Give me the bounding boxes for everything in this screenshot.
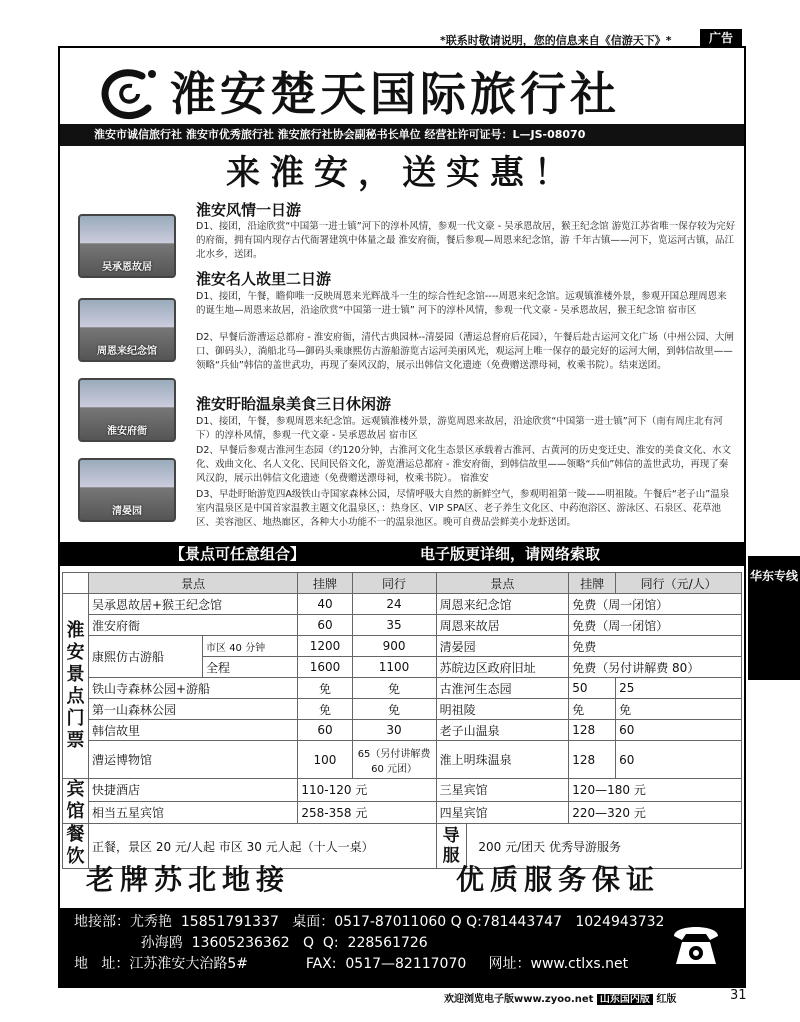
contact-block — [60, 908, 744, 986]
table-header-row — [63, 573, 742, 594]
combination-bar — [60, 542, 744, 566]
tour-3-day-1: D1、接团，午餐，参观周恩来纪念馆。远观镇淮楼外景，游览周恩来故居，沿途欣赏“中国第一进士镇”河下（南有周庄北有河下）的淳朴风情，参观一代文豪 - 吴承恩故居 宿市区 — [196, 416, 723, 441]
table-cell: 50 — [569, 678, 616, 699]
tour-1-day-1: D1、接团，沿途欣赏“中国第一进士镇”河下的淳朴风情，参观一代文豪 - 吴承恩故居，猴王纪念馆 游览江苏省唯一保存较为完好的府衙，拥有国内现存古代衙署建筑中体量之最 淮安府衙，餐后参观—周恩来纪念馆，游 千年古镇——河下，览运河古镇，品江北水乡，送团。 — [196, 221, 736, 260]
tour-3-title: 淮安盱眙温泉美食三日休闲游 — [196, 395, 392, 413]
tour-3-day-2: D2、早餐后参观古淮河生态园（约120分钟，古淮河文化生态景区承载着古淮河、古黄河的历史变迁史、淮安的美食文化、水文化、戏曲文化、名人文化、民间民俗文化，游览漕运总都府 - 淮安府衙，到韩信故里——领略“兵仙”韩信的盖世武功，再现了秦风汉韵，展示出韩信文化遗迹（免费赠送漂母祠，枚乘书院）。 宿淮安 — [196, 445, 731, 484]
table-cell: 免 — [298, 678, 352, 699]
table-cell: 免费 — [569, 636, 742, 657]
table-cell: 免 — [352, 699, 436, 720]
table-cell: 三星宾馆 — [436, 779, 569, 802]
table-cell: 相当五星宾馆 — [89, 801, 298, 824]
col-header: 景点 — [89, 573, 298, 594]
price-table — [62, 572, 742, 869]
col-header: 挂牌 — [298, 573, 352, 594]
table-cell: 120—180 元 — [569, 779, 742, 802]
table-cell: 258-358 元 — [298, 801, 436, 824]
top-note: *联系时敬请说明，您的信息来自《信游天下》* — [440, 34, 672, 47]
table-row — [63, 741, 742, 779]
table-row — [63, 636, 742, 657]
table-cell: 老子山温泉 — [436, 720, 569, 741]
agency-name: 淮安楚天国际旅行社 — [170, 67, 620, 121]
footer-tail: 红版 — [652, 994, 677, 1005]
table-cell: 免 — [352, 678, 436, 699]
table-cell: 60 — [298, 720, 352, 741]
table-cell: 25 — [616, 678, 742, 699]
table-cell: 韩信故里 — [89, 720, 298, 741]
table-cell: 免费（另付讲解费 80） — [569, 657, 742, 678]
col-header: 同行 — [352, 573, 436, 594]
hotel-section-label: 宾馆 — [63, 779, 89, 824]
table-cell: 40 — [298, 594, 352, 615]
table-row — [63, 801, 742, 824]
table-cell: 60 — [616, 720, 742, 741]
table-cell: 古淮河生态园 — [436, 678, 569, 699]
credentials-bar: 淮安市诚信旅行社 淮安市优秀旅行社 淮安旅行社协会副秘书长单位 经营社许可证号：L—JS-08070 — [60, 124, 744, 146]
footer-note — [444, 990, 676, 1005]
bottom-slogan-band — [60, 852, 744, 908]
table-cell: 市区 40 分钟 — [203, 636, 298, 657]
table-row — [63, 779, 742, 802]
table-cell: 吴承恩故居+猴王纪念馆 — [89, 594, 298, 615]
slogan: 来淮安，送实惠！ — [226, 153, 578, 193]
table-cell: 周恩来故居 — [436, 615, 569, 636]
table-cell: 免 — [616, 699, 742, 720]
table-cell: 900 — [352, 636, 436, 657]
table-cell: 60 — [616, 741, 742, 779]
col-header: 景点 — [436, 573, 569, 594]
bottom-slogan-left: 老牌苏北地接 — [86, 863, 291, 896]
tour-2-day-1: D1、接团，午餐，瞻仰唯一反映周恩来光辉战斗一生的综合性纪念馆----周恩来纪念馆。远观镇淮楼外景，参观开国总理周恩来的诞生地—周恩来故居，沿途欣赏“中国第一进士镇” 河下的淳朴风情，参观一代文豪 - 吴承恩故居，猴王纪念馆 宿市区 — [196, 291, 727, 316]
contact-line: 孙海鸥 13605236362 Q Q: 228561726 — [74, 935, 428, 951]
photo-caption: 周恩来纪念馆 — [97, 346, 157, 357]
tour-2-title: 淮安名人故里二日游 — [196, 270, 332, 288]
table-cell: 康熙仿古游船 — [89, 636, 203, 678]
footer-text: 欢迎浏览电子版www.zyoo.net — [444, 994, 597, 1005]
photo-zhou-enlai-memorial — [78, 298, 176, 362]
table-cell: 110-120 元 — [298, 779, 436, 802]
table-cell: 免费（周一闭馆） — [569, 594, 742, 615]
table-cell: 快捷酒店 — [89, 779, 298, 802]
table-cell: 淮上明珠温泉 — [436, 741, 569, 779]
guide-text: 200 元/团天 优秀导游服务 — [478, 839, 621, 854]
table-cell: 1100 — [352, 657, 436, 678]
table-cell: 明祖陵 — [436, 699, 569, 720]
photo-qingyan-garden — [78, 458, 176, 522]
guide-section-label: 导服 — [437, 824, 467, 868]
table-cell: 正餐，景区 20 元/人起 市区 30 元人起（十人一桌） — [89, 824, 437, 869]
table-cell: 1600 — [298, 657, 352, 678]
table-cell: 1200 — [298, 636, 352, 657]
col-header: 同行（元/人） — [616, 573, 742, 594]
col-header: 挂牌 — [569, 573, 616, 594]
photo-caption: 清晏园 — [112, 506, 142, 517]
table-cell: 128 — [569, 720, 616, 741]
table-row — [63, 699, 742, 720]
table-row — [63, 720, 742, 741]
blank-cell — [63, 573, 89, 594]
photo-wu-chengen-residence — [78, 214, 176, 278]
telephone-icon — [668, 914, 724, 970]
table-row — [63, 678, 742, 699]
tour-3-day-3: D3、早赴盱眙游览四A级铁山寺国家森林公园，尽情呼吸大自然的新鲜空气，参观明祖第一陵——明祖陵。午餐后“老子山”温泉 室内温泉区是中国首家温教主题文化温泉区，：热身区、VIP SPA区、老子养生文化区、中药泡浴区、游泳区、石泉区、花草池区、美容池区、地热廊区，各种大小功能不一的温泉池区。晚可自费品尝鲜美小龙虾送团。 — [196, 489, 730, 528]
combination-note: 【景点可任意组合】 — [170, 545, 306, 563]
photo-huaian-yamen — [78, 378, 176, 442]
table-cell: 清晏园 — [436, 636, 569, 657]
table-cell: 铁山寺森林公园+游船 — [89, 678, 298, 699]
contact-line: 地 址：江苏淮安大治路5# FAX: 0517—82117070 网址：www.ctlxs.net — [74, 956, 629, 972]
table-cell: 100 — [298, 741, 352, 779]
agency-logo-icon — [92, 62, 166, 128]
tour-2-day-2: D2、早餐后游漕运总都府 - 淮安府衙，清代古典园林--清晏园（漕运总督府后花园），午餐后赴古运河文化广场（中州公园、大闸口、御码头），淌船北马—御码头乘康熙仿古游船游览古运河美丽风光，观运河上唯一保存的最完好的运河大闸，到韩信故里——领略“兵仙”韩信的盖世武功，再现了秦风汉韵，展示出韩信文化遗迹（免费赠送漂母祠，枚乘书院）。结束送团。 — [196, 332, 734, 371]
table-cell: 淮安府衙 — [89, 615, 298, 636]
table-cell: 第一山森林公园 — [89, 699, 298, 720]
table-cell: 周恩来纪念馆 — [436, 594, 569, 615]
side-tab: 华东专线 — [748, 556, 800, 680]
bottom-slogan-right: 优质服务保证 — [456, 863, 661, 896]
table-row — [63, 594, 742, 615]
footer-edition: 山东国内版 — [597, 994, 653, 1005]
ticket-section-label: 淮安景点门票 — [63, 594, 89, 779]
table-cell: 苏皖边区政府旧址 — [436, 657, 569, 678]
ad-badge: 广告 — [700, 29, 742, 47]
photo-caption: 淮安府衙 — [107, 426, 147, 437]
online-note: 电子版更详细，请网络索取 — [420, 545, 601, 563]
table-cell: 65（另付讲解费 60 元团） — [352, 741, 436, 779]
food-section-label: 餐饮 — [63, 824, 89, 869]
table-row — [63, 615, 742, 636]
tour-1-title: 淮安风情一日游 — [196, 201, 302, 219]
table-cell: 60 — [298, 615, 352, 636]
table-cell: 全程 — [203, 657, 298, 678]
table-cell: 220—320 元 — [569, 801, 742, 824]
table-cell: 免 — [569, 699, 616, 720]
table-cell: 漕运博物馆 — [89, 741, 298, 779]
page-number: 31 — [730, 988, 747, 1003]
table-cell: 免 — [298, 699, 352, 720]
table-cell: 30 — [352, 720, 436, 741]
table-cell: 四星宾馆 — [436, 801, 569, 824]
table-cell: 24 — [352, 594, 436, 615]
photo-caption: 吴承恩故居 — [102, 262, 152, 273]
table-cell: 免费（周一闭馆） — [569, 615, 742, 636]
contact-line: 地接部：尤秀艳 15851791337 桌面：0517-87011060 Q Q:781443747 1024943732 — [74, 914, 665, 930]
table-cell: 128 — [569, 741, 616, 779]
table-cell: 35 — [352, 615, 436, 636]
